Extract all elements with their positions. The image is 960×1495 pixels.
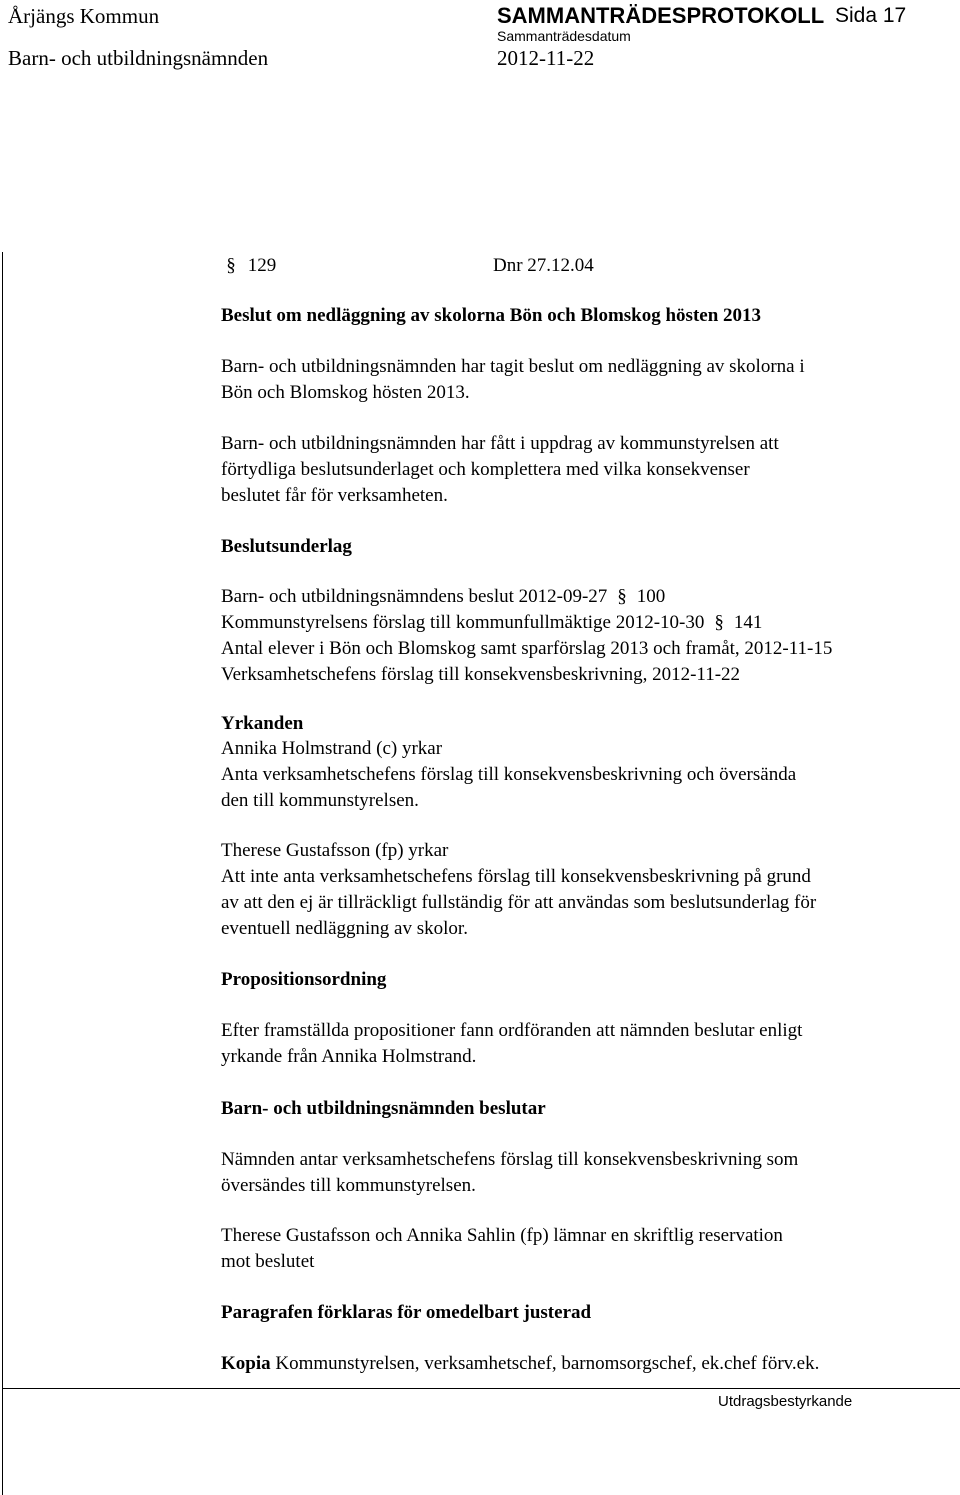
document-title: SAMMANTRÄDESPROTOKOLL <box>497 3 825 28</box>
proposer: Therese Gustafsson (fp) yrkar <box>221 840 449 861</box>
text-line: yrkande från Annika Holmstrand. <box>221 1046 477 1067</box>
text-line: eventuell nedläggning av skolor. <box>221 918 468 939</box>
text-line: beslutet får för verksamheten. <box>221 485 448 506</box>
basis-item: Kommunstyrelsens förslag till kommunfullmäktige 2012-10-30 § 141 <box>221 610 832 636</box>
committee-name: Barn- och utbildningsnämnden <box>8 46 269 70</box>
basis-item: Barn- och utbildningsnämndens beslut 2012-09-27 § 100 <box>221 584 832 610</box>
left-margin-rule <box>2 252 3 1495</box>
text-line: Efter framställda propositioner fann ordföranden att nämnden beslutar enligt <box>221 1020 803 1041</box>
text-line: Bön och Blomskog hösten 2013. <box>221 382 470 403</box>
intro-paragraph <box>221 354 805 406</box>
text-line: förtydliga beslutsunderlaget och komplettera med vilka konsekvenser <box>221 459 750 480</box>
propositionsordning-heading: Propositionsordning <box>221 969 387 990</box>
item-number-line <box>221 253 276 279</box>
yrkanden-heading: Yrkanden <box>221 713 304 734</box>
footer-certification-label: Utdragsbestyrkande <box>718 1393 853 1410</box>
text-line: mot beslutet <box>221 1251 315 1272</box>
text-line: Barn- och utbildningsnämnden har tagit beslut om nedläggning av skolorna i <box>221 356 805 377</box>
propositionsordning-text <box>221 1018 802 1070</box>
basis-item: Verksamhetschefens förslag till konsekvensbeskrivning, 2012-11-22 <box>221 664 741 685</box>
justering-heading: Paragrafen förklaras för omedelbart justerad <box>221 1302 592 1323</box>
text-line: Att inte anta verksamhetschefens förslag till konsekvensbeskrivning på grund <box>221 866 811 887</box>
footer-rule <box>2 1388 960 1389</box>
proposal-holmstrand <box>221 736 796 814</box>
assignment-paragraph <box>221 431 779 509</box>
reservation-text <box>221 1223 783 1275</box>
item-number: 129 <box>247 255 277 276</box>
basis-item: Antal elever i Bön och Blomskog samt sparförslag 2013 och framåt, 2012-11-15 <box>221 638 833 659</box>
text-line: den till kommunstyrelsen. <box>221 790 419 811</box>
proposer: Annika Holmstrand (c) yrkar <box>221 738 443 759</box>
beslutsunderlag-heading: Beslutsunderlag <box>221 536 352 557</box>
copy-line <box>221 1351 819 1377</box>
text-line: Therese Gustafsson och Annika Sahlin (fp) lämnar en skriftlig reservation <box>221 1225 783 1246</box>
text-line: Anta verksamhetschefens förslag till konsekvensbeskrivning och översända <box>221 764 797 785</box>
text-line: Nämnden antar verksamhetschefens förslag till konsekvensbeskrivning som <box>221 1149 799 1170</box>
paragraph-symbol: § <box>617 586 627 607</box>
decision-heading: Barn- och utbildningsnämnden beslutar <box>221 1098 546 1119</box>
meeting-date: 2012-11-22 <box>497 46 595 70</box>
meeting-date-label: Sammanträdesdatum <box>497 28 631 44</box>
paragraph-symbol: § <box>226 255 236 276</box>
text-line: Barn- och utbildningsnämnden har fått i uppdrag av kommunstyrelsen att <box>221 433 779 454</box>
copy-label: Kopia <box>221 1353 271 1374</box>
decision-text <box>221 1147 798 1199</box>
text-line: översändes till kommunstyrelsen. <box>221 1175 476 1196</box>
page-number: Sida 17 <box>835 4 907 27</box>
beslutsunderlag-list <box>221 584 832 688</box>
copy-recipients: Kommunstyrelsen, verksamhetschef, barnomsorgschef, ek.chef förv.ek. <box>275 1353 820 1374</box>
diary-number: Dnr 27.12.04 <box>493 255 594 276</box>
item-title: Beslut om nedläggning av skolorna Bön och Blomskog hösten 2013 <box>221 305 762 326</box>
paragraph-symbol: § <box>714 612 724 633</box>
organization-name: Årjängs Kommun <box>8 4 160 28</box>
proposal-gustafsson <box>221 838 816 942</box>
text-line: av att den ej är tillräckligt fullständig för att användas som beslutsunderlag för <box>221 892 817 913</box>
